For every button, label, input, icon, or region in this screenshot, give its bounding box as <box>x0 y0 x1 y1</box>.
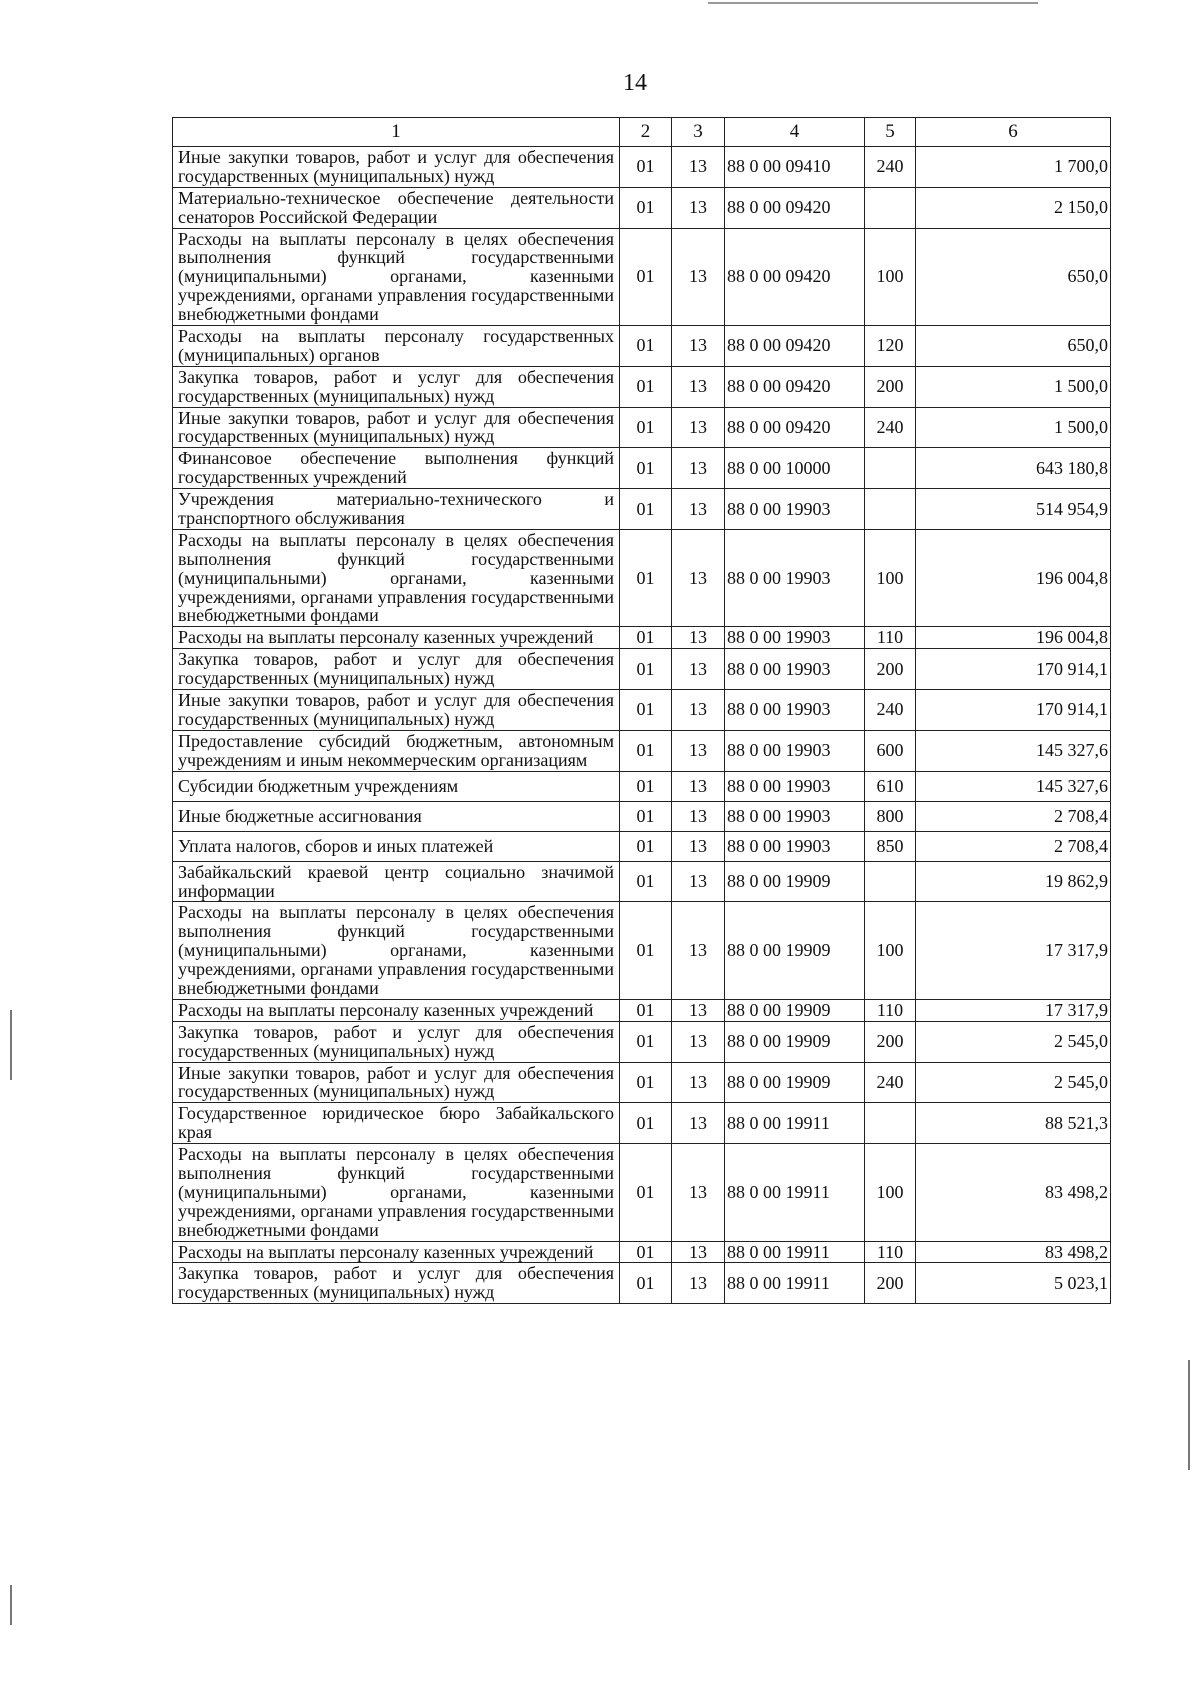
subsection-code: 13 <box>672 771 725 801</box>
expense-type-code <box>865 489 916 530</box>
target-article-code: 88 0 00 09420 <box>725 228 865 325</box>
target-article-code: 88 0 00 19911 <box>725 1144 865 1241</box>
expense-name: Иные закупки товаров, работ и услуг для обеспечения государственных (муниципальных) нужд <box>173 407 620 448</box>
amount: 170 914,1 <box>916 690 1111 731</box>
table-row <box>173 627 1111 649</box>
target-article-code: 88 0 00 09420 <box>725 366 865 407</box>
table-row <box>173 228 1111 325</box>
amount: 514 954,9 <box>916 489 1111 530</box>
amount: 17 317,9 <box>916 902 1111 999</box>
table-row <box>173 730 1111 771</box>
subsection-code: 13 <box>672 1241 725 1263</box>
subsection-code: 13 <box>672 730 725 771</box>
target-article-code: 88 0 00 19909 <box>725 999 865 1021</box>
target-article-code: 88 0 00 19903 <box>725 801 865 831</box>
target-article-code: 88 0 00 19903 <box>725 690 865 731</box>
section-code: 01 <box>620 1103 672 1144</box>
target-article-code: 88 0 00 19903 <box>725 831 865 861</box>
expense-type-code: 200 <box>865 1021 916 1062</box>
column-header: 4 <box>725 118 865 147</box>
table-row <box>173 1062 1111 1103</box>
target-article-code: 88 0 00 19911 <box>725 1103 865 1144</box>
section-code: 01 <box>620 366 672 407</box>
expense-type-code: 100 <box>865 1144 916 1241</box>
subsection-code: 13 <box>672 999 725 1021</box>
scan-top-rule <box>708 2 1038 4</box>
target-article-code: 88 0 00 19911 <box>725 1263 865 1304</box>
subsection-code: 13 <box>672 1021 725 1062</box>
section-code: 01 <box>620 831 672 861</box>
subsection-code: 13 <box>672 649 725 690</box>
section-code: 01 <box>620 902 672 999</box>
section-code: 01 <box>620 1021 672 1062</box>
subsection-code: 13 <box>672 147 725 188</box>
table-row <box>173 771 1111 801</box>
target-article-code: 88 0 00 10000 <box>725 448 865 489</box>
target-article-code: 88 0 00 09420 <box>725 326 865 367</box>
amount: 1 500,0 <box>916 407 1111 448</box>
expense-name: Иные закупки товаров, работ и услуг для обеспечения государственных (муниципальных) нужд <box>173 690 620 731</box>
expense-type-code: 100 <box>865 529 916 626</box>
target-article-code: 88 0 00 19903 <box>725 771 865 801</box>
expense-name: Забайкальский краевой центр социально значимой информации <box>173 861 620 902</box>
expense-type-code: 100 <box>865 902 916 999</box>
target-article-code: 88 0 00 19909 <box>725 1062 865 1103</box>
amount: 650,0 <box>916 326 1111 367</box>
section-code: 01 <box>620 999 672 1021</box>
table-row <box>173 1144 1111 1241</box>
expense-name: Расходы на выплаты персоналу государственных (муниципальных) органов <box>173 326 620 367</box>
page-number: 14 <box>623 70 647 96</box>
amount: 170 914,1 <box>916 649 1111 690</box>
expense-type-code: 800 <box>865 801 916 831</box>
subsection-code: 13 <box>672 1144 725 1241</box>
expense-name: Расходы на выплаты персоналу казенных учреждений <box>173 1241 620 1263</box>
amount: 145 327,6 <box>916 771 1111 801</box>
scan-edge-mark <box>10 1010 12 1080</box>
table-row <box>173 1021 1111 1062</box>
expense-type-code: 240 <box>865 147 916 188</box>
target-article-code: 88 0 00 19903 <box>725 529 865 626</box>
expense-name: Расходы на выплаты персоналу в целях обеспечения выполнения функций государственными (муниципальными) органами, казенными учреждениями, органами управления государственными внебюджетными фондами <box>173 529 620 626</box>
amount: 196 004,8 <box>916 627 1111 649</box>
table-row <box>173 326 1111 367</box>
amount: 2 150,0 <box>916 187 1111 228</box>
subsection-code: 13 <box>672 448 725 489</box>
target-article-code: 88 0 00 19909 <box>725 902 865 999</box>
target-article-code: 88 0 00 19903 <box>725 627 865 649</box>
amount: 2 545,0 <box>916 1062 1111 1103</box>
table-row <box>173 1241 1111 1263</box>
expense-name: Государственное юридическое бюро Забайкальского края <box>173 1103 620 1144</box>
table-row <box>173 999 1111 1021</box>
amount: 650,0 <box>916 228 1111 325</box>
target-article-code: 88 0 00 19911 <box>725 1241 865 1263</box>
budget-table <box>172 117 1111 1304</box>
column-header: 5 <box>865 118 916 147</box>
target-article-code: 88 0 00 19903 <box>725 489 865 530</box>
column-header: 1 <box>173 118 620 147</box>
section-code: 01 <box>620 448 672 489</box>
expense-type-code <box>865 187 916 228</box>
amount: 145 327,6 <box>916 730 1111 771</box>
target-article-code: 88 0 00 09410 <box>725 147 865 188</box>
table-row <box>173 1263 1111 1304</box>
table-row <box>173 366 1111 407</box>
table-row <box>173 407 1111 448</box>
amount: 19 862,9 <box>916 861 1111 902</box>
table-row <box>173 861 1111 902</box>
table-row <box>173 690 1111 731</box>
table-row <box>173 1103 1111 1144</box>
expense-type-code: 110 <box>865 1241 916 1263</box>
scan-edge-mark <box>1188 1360 1190 1470</box>
expense-name: Иные закупки товаров, работ и услуг для обеспечения государственных (муниципальных) нужд <box>173 1062 620 1103</box>
target-article-code: 88 0 00 19903 <box>725 649 865 690</box>
section-code: 01 <box>620 1062 672 1103</box>
expense-type-code: 240 <box>865 690 916 731</box>
subsection-code: 13 <box>672 366 725 407</box>
amount: 1 500,0 <box>916 366 1111 407</box>
table-row <box>173 448 1111 489</box>
expense-name: Расходы на выплаты персоналу в целях обеспечения выполнения функций государственными (муниципальными) органами, казенными учреждениями, органами управления государственными внебюджетными фондами <box>173 1144 620 1241</box>
expense-type-code: 200 <box>865 1263 916 1304</box>
expense-name: Расходы на выплаты персоналу в целях обеспечения выполнения функций государственными (муниципальными) органами, казенными учреждениями, органами управления государственными внебюджетными фондами <box>173 902 620 999</box>
section-code: 01 <box>620 627 672 649</box>
subsection-code: 13 <box>672 902 725 999</box>
subsection-code: 13 <box>672 861 725 902</box>
section-code: 01 <box>620 187 672 228</box>
amount: 83 498,2 <box>916 1241 1111 1263</box>
expense-name: Закупка товаров, работ и услуг для обеспечения государственных (муниципальных) нужд <box>173 1021 620 1062</box>
column-header: 2 <box>620 118 672 147</box>
amount: 1 700,0 <box>916 147 1111 188</box>
expense-type-code: 200 <box>865 649 916 690</box>
table-row <box>173 831 1111 861</box>
scan-edge-mark <box>10 1585 12 1625</box>
expense-name: Закупка товаров, работ и услуг для обеспечения государственных (муниципальных) нужд <box>173 1263 620 1304</box>
expense-type-code: 200 <box>865 366 916 407</box>
expense-type-code: 110 <box>865 627 916 649</box>
table-row <box>173 801 1111 831</box>
section-code: 01 <box>620 407 672 448</box>
section-code: 01 <box>620 801 672 831</box>
table-row <box>173 147 1111 188</box>
subsection-code: 13 <box>672 326 725 367</box>
amount: 196 004,8 <box>916 529 1111 626</box>
subsection-code: 13 <box>672 690 725 731</box>
expense-name: Расходы на выплаты персоналу в целях обеспечения выполнения функций государственными (муниципальными) органами, казенными учреждениями, органами управления государственными внебюджетными фондами <box>173 228 620 325</box>
expense-type-code: 120 <box>865 326 916 367</box>
expense-type-code: 240 <box>865 1062 916 1103</box>
section-code: 01 <box>620 147 672 188</box>
section-code: 01 <box>620 861 672 902</box>
expense-name: Закупка товаров, работ и услуг для обеспечения государственных (муниципальных) нужд <box>173 366 620 407</box>
section-code: 01 <box>620 690 672 731</box>
amount: 643 180,8 <box>916 448 1111 489</box>
expense-name: Уплата налогов, сборов и иных платежей <box>173 831 620 861</box>
subsection-code: 13 <box>672 187 725 228</box>
expense-name: Субсидии бюджетным учреждениям <box>173 771 620 801</box>
section-code: 01 <box>620 1263 672 1304</box>
target-article-code: 88 0 00 09420 <box>725 407 865 448</box>
expense-name: Иные бюджетные ассигнования <box>173 801 620 831</box>
table-row <box>173 649 1111 690</box>
section-code: 01 <box>620 529 672 626</box>
section-code: 01 <box>620 1144 672 1241</box>
amount: 2 545,0 <box>916 1021 1111 1062</box>
expense-name: Иные закупки товаров, работ и услуг для обеспечения государственных (муниципальных) нужд <box>173 147 620 188</box>
section-code: 01 <box>620 228 672 325</box>
expense-type-code <box>865 861 916 902</box>
expense-name: Закупка товаров, работ и услуг для обеспечения государственных (муниципальных) нужд <box>173 649 620 690</box>
expense-type-code <box>865 1103 916 1144</box>
subsection-code: 13 <box>672 407 725 448</box>
expense-type-code: 600 <box>865 730 916 771</box>
expense-type-code: 610 <box>865 771 916 801</box>
section-code: 01 <box>620 649 672 690</box>
section-code: 01 <box>620 489 672 530</box>
expense-type-code: 100 <box>865 228 916 325</box>
subsection-code: 13 <box>672 228 725 325</box>
column-header: 3 <box>672 118 725 147</box>
amount: 2 708,4 <box>916 831 1111 861</box>
amount: 88 521,3 <box>916 1103 1111 1144</box>
subsection-code: 13 <box>672 529 725 626</box>
expense-name: Расходы на выплаты персоналу казенных учреждений <box>173 999 620 1021</box>
expense-name: Материально-техническое обеспечение деятельности сенаторов Российской Федерации <box>173 187 620 228</box>
expense-name: Расходы на выплаты персоналу казенных учреждений <box>173 627 620 649</box>
expense-name: Финансовое обеспечение выполнения функций государственных учреждений <box>173 448 620 489</box>
amount: 5 023,1 <box>916 1263 1111 1304</box>
table-row <box>173 187 1111 228</box>
column-header: 6 <box>916 118 1111 147</box>
subsection-code: 13 <box>672 627 725 649</box>
amount: 17 317,9 <box>916 999 1111 1021</box>
table-row <box>173 529 1111 626</box>
target-article-code: 88 0 00 09420 <box>725 187 865 228</box>
section-code: 01 <box>620 326 672 367</box>
header-row <box>173 118 1111 147</box>
amount: 83 498,2 <box>916 1144 1111 1241</box>
table-row <box>173 489 1111 530</box>
amount: 2 708,4 <box>916 801 1111 831</box>
subsection-code: 13 <box>672 1263 725 1304</box>
subsection-code: 13 <box>672 1103 725 1144</box>
subsection-code: 13 <box>672 489 725 530</box>
subsection-code: 13 <box>672 831 725 861</box>
table-row <box>173 902 1111 999</box>
expense-type-code: 850 <box>865 831 916 861</box>
target-article-code: 88 0 00 19909 <box>725 861 865 902</box>
expense-type-code <box>865 448 916 489</box>
section-code: 01 <box>620 771 672 801</box>
subsection-code: 13 <box>672 1062 725 1103</box>
section-code: 01 <box>620 730 672 771</box>
expense-type-code: 240 <box>865 407 916 448</box>
target-article-code: 88 0 00 19909 <box>725 1021 865 1062</box>
expense-name: Учреждения материально-технического и транспортного обслуживания <box>173 489 620 530</box>
subsection-code: 13 <box>672 801 725 831</box>
expense-name: Предоставление субсидий бюджетным, автономным учреждениям и иным некоммерческим организациям <box>173 730 620 771</box>
expense-type-code: 110 <box>865 999 916 1021</box>
section-code: 01 <box>620 1241 672 1263</box>
target-article-code: 88 0 00 19903 <box>725 730 865 771</box>
